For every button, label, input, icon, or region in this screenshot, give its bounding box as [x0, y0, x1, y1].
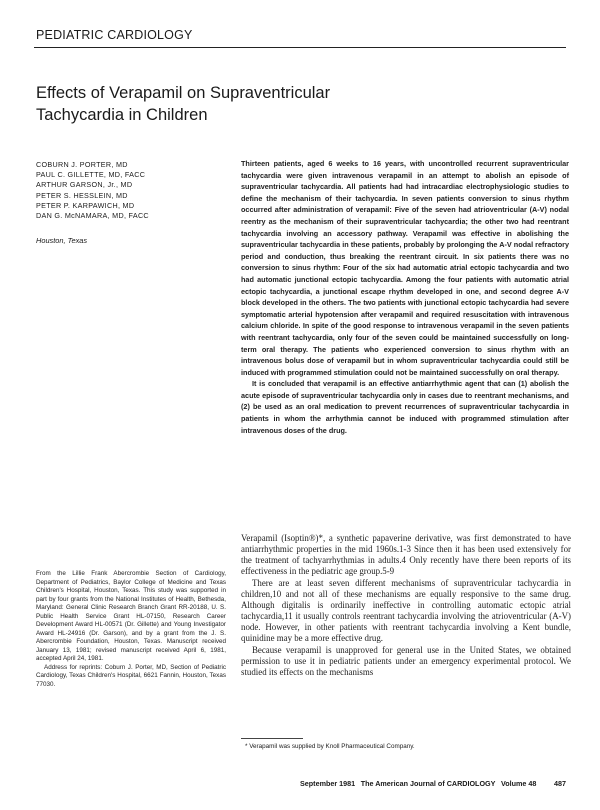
- article-title: [36, 82, 416, 126]
- abstract-paragraph: Thirteen patients, aged 6 weeks to 16 years, with uncontrolled recurrent supraventricular tachycardia were given intravenous verapamil in an attempt to abolish an episode of supraventricular tachycardia. All patients had had intracardiac electrophysiologic studies to define the mechanism of their tachycardia. In seven patients conversion to sinus rhythm occurred after administration of verapamil: Five of the seven had atrioventricular (A-V) nodal reentry as the mechanism of their supraventricular tachycardia; the other two had reentrant tachycardia involving an accessory pathway. Verapamil was effective in abolishing the supraventricular tachycardia in these patients, probably by prolonging the A-V nodal refractory period and conduction, thus breaking the reentrant circuit. In six patients there was no conversion to sinus rhythm: Four of the six had automatic atrial ectopic tachycardia and two had automatic junctional ectopic tachycardia. Among the four patients with automatic atrial ectopic tachycardia, a junctional escape rhythm developed in one, and second degree A-V block developed in the others. The two patients with junctional ectopic tachycardia had severe symptomatic arterial hypotension after verapamil and required resuscitation with intravenous calcium chloride. In spite of the good response to intravenous verapamil in the seven patients with reentrant tachycardia, only four of the seven could be maintained successfully on long-term oral therapy. The patients who experienced conversion to sinus rhythm with an intravenous bolus dose of verapamil but in whom supraventricular tachycardia could still be induced with programmed stimulation could not be maintained successfully on oral therapy.: [241, 159, 569, 377]
- footer-date: September 1981: [300, 779, 356, 788]
- page-footer: [300, 779, 566, 788]
- author: PAUL C. GILLETTE, MD, FACC: [36, 170, 146, 180]
- title-line: Tachycardia in Children: [36, 106, 208, 124]
- affiliation-paragraph: From the Lillie Frank Abercrombie Section of Cardiology, Department of Pediatrics, Baylor College of Medicine and Texas Children's Hospital, Houston, Texas. This study was supported in part by four grants from the National Institutes of Health, Bethesda, Maryland: General Clinic Research Branch Grant RR-20188, U. S. Public Health Service Grant HL-07150, Research Career Development Award HL-00571 (Dr. Gillette) and Young Investigator Award HL-24916 (Dr. Garson), and by a grant from the J. S. Abercrombie Foundation, Houston, Texas. Manuscript received January 13, 1981; revised manuscript received April 6, 1981, accepted April 24, 1981.: [36, 570, 226, 662]
- author: PETER P. KARPAWICH, MD: [36, 200, 135, 210]
- reprint-address: Address for reprints: Coburn J. Porter, MD, Section of Pediatric Cardiology, Texas Children's Hospital, 6621 Fannin, Houston, Texas 77030.: [36, 663, 226, 688]
- author-location: Houston, Texas: [36, 236, 88, 245]
- author: ARTHUR GARSON, Jr., MD: [36, 180, 133, 190]
- footer-volume: Volume 48: [500, 779, 537, 788]
- affiliation-note: [36, 570, 226, 689]
- author: COBURN J. PORTER, MD: [36, 160, 128, 169]
- body-paragraph: Because verapamil is unapproved for general use in the United States, we obtained permission to use it in pediatric patients under an emergency experimental protocol. We studied its effects on the mechanisms: [241, 644, 571, 677]
- abstract-paragraph: It is concluded that verapamil is an effective antiarrhythmic agent that can (1) abolish the acute episode of supraventricular tachycardia only in cases due to reentrant mechanisms, and (2) be used as an oral medication to prevent recurrences of supraventricular tachycardia in patients in whom the arrhythmia cannot be induced with programmed stimulation after intravenous doses of the drug.: [241, 379, 569, 435]
- author: PETER S. HESSLEIN, MD: [36, 190, 128, 200]
- header-rule: [34, 47, 566, 48]
- title-line: Effects of Verapamil on Supraventricular: [36, 84, 331, 102]
- page-number: 487: [553, 779, 566, 788]
- section-header: PEDIATRIC CARDIOLOGY: [36, 28, 193, 42]
- body-text: [241, 533, 571, 678]
- abstract: [241, 158, 569, 436]
- footnote-rule: [241, 738, 303, 739]
- author-list: [36, 160, 236, 221]
- body-paragraph: There are at least seven different mechanisms of supraventricular tachycardia in children,10 and not all of these mechanisms are equally responsive to the same drug. Although digitalis is ordinarily ineffective in controlling automatic ectopic atrial tachycardia,11 it usually controls reentrant tachycardia involving the atrioventricular (A-V) node. However, in other patients with reentrant tachycardia involving a Kent bundle, quinidine may be a more effective drug.: [241, 577, 571, 644]
- footnote: * Verapamil was supplied by Knoll Pharmaceutical Company.: [245, 743, 415, 750]
- author: DAN G. McNAMARA, MD, FACC: [36, 211, 149, 221]
- footer-journal: The American Journal of CARDIOLOGY: [360, 779, 496, 788]
- body-paragraph: Verapamil (Isoptin®)*, a synthetic papaverine derivative, was first demonstrated to have antiarrhythmic properties in the mid 1960s.1-3 Since then it has been used extensively for the treatment of tachyarrhythmias in adults.4 Only recently have there been reports of its effectiveness in the pediatric age group.5-9: [241, 533, 571, 577]
